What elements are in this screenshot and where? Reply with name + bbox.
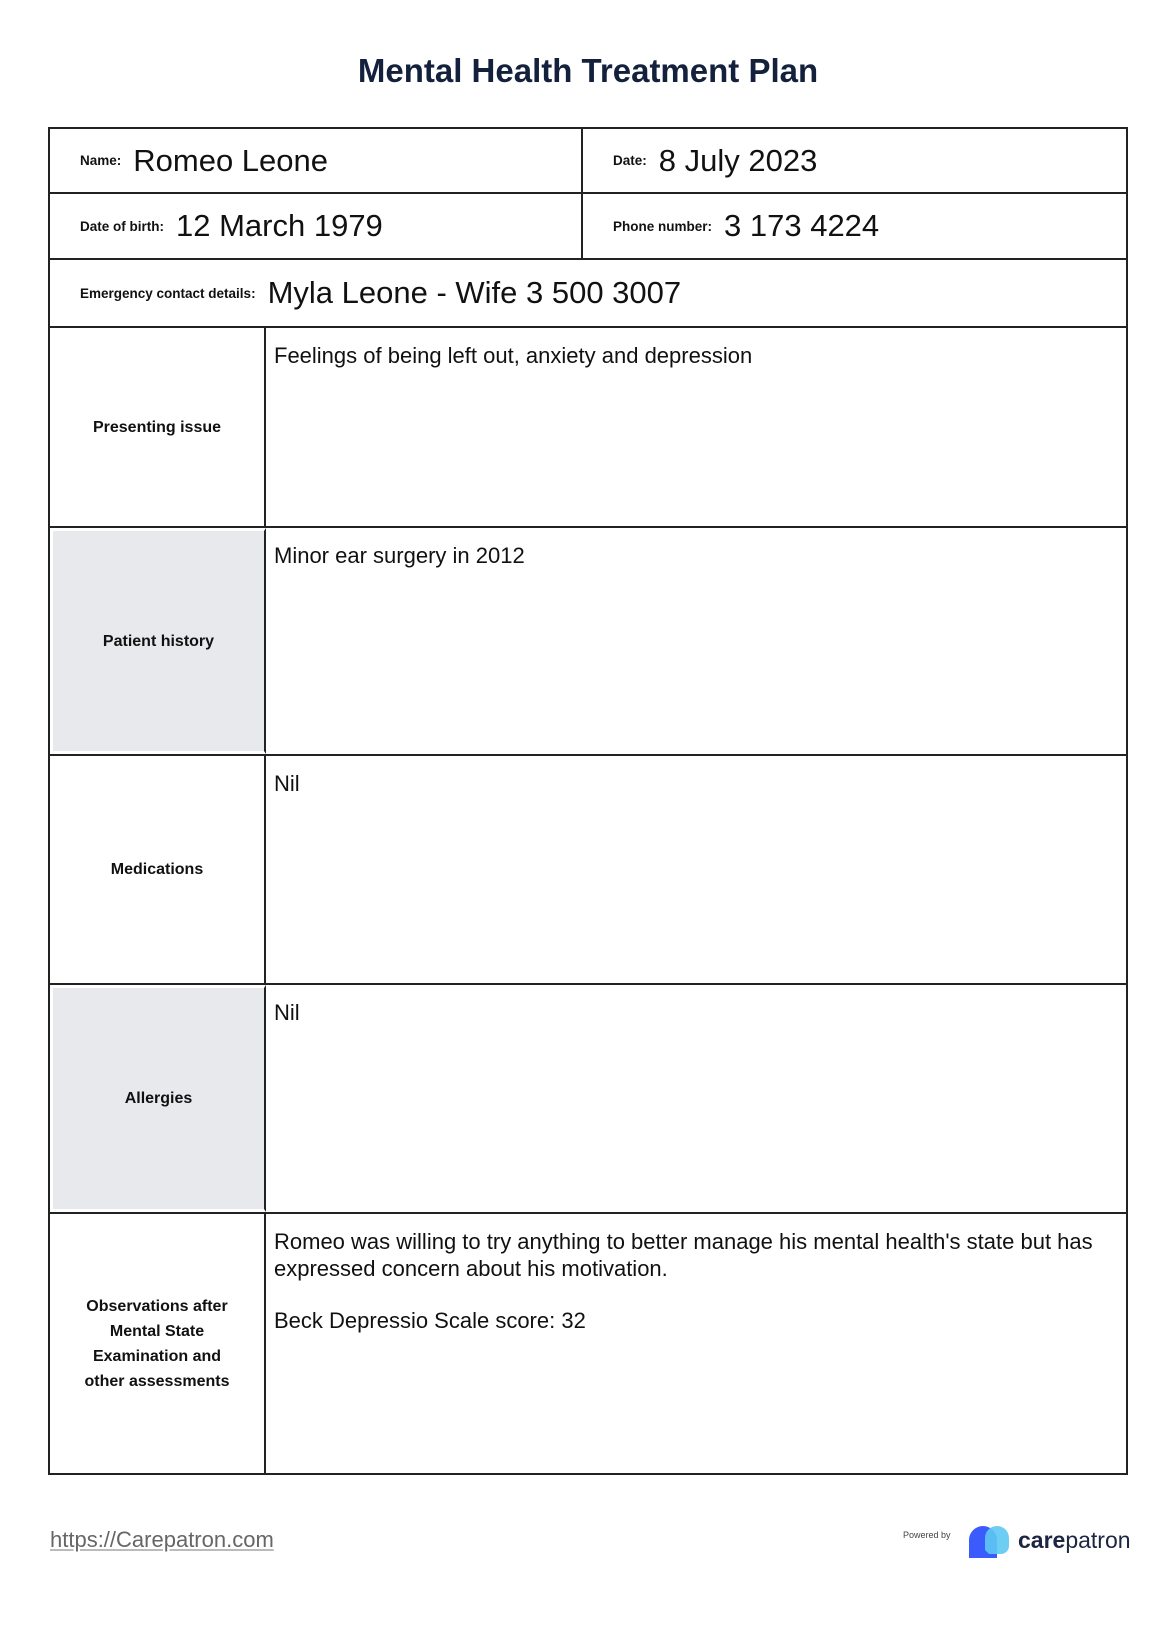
emergency-row (50, 260, 1126, 328)
section-patient-history (50, 528, 1126, 756)
section-content (274, 770, 1112, 822)
name-value: Romeo Leone (133, 142, 329, 178)
section-content (274, 1228, 1112, 1359)
section-text: Beck Depressio Scale score: 32 (274, 1308, 586, 1333)
section-presenting-issue (50, 328, 1126, 528)
section-text: Minor ear surgery in 2012 (274, 543, 525, 568)
powered-by-label: Powered by (903, 1530, 951, 1540)
emergency-label: Emergency contact details: (80, 285, 256, 301)
dob-label: Date of birth: (80, 218, 164, 234)
section-label: Observations after Mental State Examination and other assessments (50, 1214, 266, 1473)
brand-part-patron: patron (1065, 1527, 1131, 1553)
emergency-cell (50, 260, 1126, 326)
date-value: 8 July 2023 (658, 142, 818, 178)
section-text: Feelings of being left out, anxiety and depression (274, 343, 753, 368)
section-label: Medications (50, 756, 266, 983)
section-label: Allergies (50, 985, 266, 1212)
section-content (274, 999, 1112, 1051)
section-content (274, 342, 1112, 394)
phone-cell (581, 194, 1126, 258)
phone-value: 3 173 4224 (724, 208, 880, 243)
page-title: Mental Health Treatment Plan (357, 52, 819, 89)
name-cell (50, 129, 581, 192)
section-medications (50, 756, 1126, 985)
name-date-row (50, 129, 1126, 194)
date-label: Date: (613, 153, 647, 168)
name-label: Name: (80, 153, 122, 168)
carepatron-logo-icon (967, 1524, 1017, 1558)
carepatron-link[interactable]: https://Carepatron.com (50, 1527, 274, 1552)
carepatron-brand (1018, 1527, 1131, 1554)
section-label: Presenting issue (50, 328, 266, 526)
treatment-plan-table (48, 127, 1128, 1475)
section-text: Nil (274, 771, 300, 796)
phone-label: Phone number: (613, 218, 713, 234)
section-label: Patient history (50, 528, 266, 754)
emergency-value: Myla Leone - Wife 3 500 3007 (267, 275, 682, 310)
dob-phone-row (50, 194, 1126, 260)
date-cell (581, 129, 1126, 192)
dob-value: 12 March 1979 (176, 208, 383, 243)
section-text: Nil (274, 1000, 300, 1025)
section-allergies (50, 985, 1126, 1214)
section-text: Romeo was willing to try anything to better manage his mental health's state but has expressed concern about his motivation. (274, 1229, 1093, 1281)
brand-part-care: care (1018, 1527, 1066, 1553)
section-content (274, 542, 1112, 594)
dob-cell (50, 194, 581, 258)
section-observations (50, 1214, 1126, 1473)
